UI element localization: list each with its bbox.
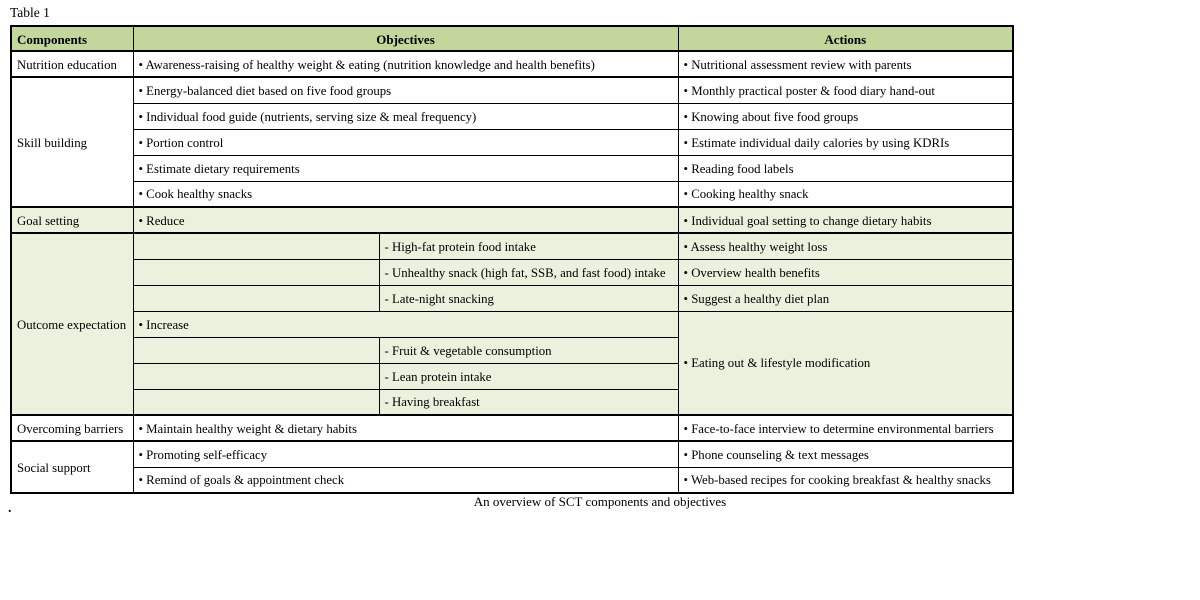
sct-components-table [10, 25, 1014, 494]
cell-objective-empty [133, 285, 379, 311]
table-caption: An overview of SCT components and objectives [473, 494, 727, 509]
row-outcome-reduce-2 [11, 259, 1013, 285]
row-outcome-reduce-1 [11, 233, 1013, 259]
row-nutrition-education [11, 51, 1013, 77]
cell-objective-sub: - Lean protein intake [379, 363, 678, 389]
cell-component: Nutrition education [11, 51, 133, 77]
cell-objective: • Promoting self-efficacy [133, 441, 678, 467]
cell-action: • Suggest a healthy diet plan [678, 285, 1013, 311]
cell-component: Social support [11, 441, 133, 493]
cell-action: • Cooking healthy snack [678, 181, 1013, 207]
row-social-support-1 [11, 441, 1013, 467]
cell-action: • Nutritional assessment review with parents [678, 51, 1013, 77]
cell-action: • Assess healthy weight loss [678, 233, 1013, 259]
cell-objective-sub: - Unhealthy snack (high fat, SSB, and fast food) intake [379, 259, 678, 285]
header-components: Components [11, 26, 133, 51]
cell-objective: • Individual food guide (nutrients, serving size & meal frequency) [133, 103, 678, 129]
header-actions: Actions [678, 26, 1013, 51]
row-skill-building-3 [11, 129, 1013, 155]
cell-action: • Phone counseling & text messages [678, 441, 1013, 467]
cell-action: • Individual goal setting to change dietary habits [678, 207, 1013, 233]
cell-action: • Overview health benefits [678, 259, 1013, 285]
cell-objective: • Maintain healthy weight & dietary habits [133, 415, 678, 441]
row-skill-building-4 [11, 155, 1013, 181]
cell-component: Overcoming barriers [11, 415, 133, 441]
cell-objective-sub: - Fruit & vegetable consumption [379, 337, 678, 363]
cell-objective: • Estimate dietary requirements [133, 155, 678, 181]
row-overcoming-barriers [11, 415, 1013, 441]
header-objectives: Objectives [133, 26, 678, 51]
row-skill-building-1 [11, 77, 1013, 103]
cell-action: • Estimate individual daily calories by using KDRIs [678, 129, 1013, 155]
row-skill-building-2 [11, 103, 1013, 129]
cell-objective-empty [133, 233, 379, 259]
cell-action: • Eating out & lifestyle modification [678, 311, 1013, 415]
cell-objective: • Reduce [133, 207, 678, 233]
cell-objective: • Cook healthy snacks [133, 181, 678, 207]
cell-objective-sub: - High-fat protein food intake [379, 233, 678, 259]
cell-action: • Monthly practical poster & food diary hand-out [678, 77, 1013, 103]
row-social-support-2 [11, 467, 1013, 493]
cell-component: Skill building [11, 77, 133, 207]
cell-objective: • Energy-balanced diet based on five food groups [133, 77, 678, 103]
table-number-label: Table 1 [10, 5, 50, 20]
header-row [11, 26, 1013, 51]
row-skill-building-5 [11, 181, 1013, 207]
row-goal-setting [11, 207, 1013, 233]
cell-objective: • Increase [133, 311, 678, 337]
cell-objective-sub: - Late-night snacking [379, 285, 678, 311]
cell-objective-empty [133, 259, 379, 285]
cell-action: • Knowing about five food groups [678, 103, 1013, 129]
cell-action: • Reading food labels [678, 155, 1013, 181]
cell-action: • Face-to-face interview to determine environmental barriers [678, 415, 1013, 441]
cell-objective: • Remind of goals & appointment check [133, 467, 678, 493]
cell-objective: • Portion control [133, 129, 678, 155]
cell-objective-empty [133, 337, 379, 363]
row-outcome-reduce-3 [11, 285, 1013, 311]
stray-period: . [8, 501, 12, 516]
cell-objective: • Awareness-raising of healthy weight & eating (nutrition knowledge and health benefits) [133, 51, 678, 77]
cell-action: • Web-based recipes for cooking breakfast & healthy snacks [678, 467, 1013, 493]
cell-objective-sub: - Having breakfast [379, 389, 678, 415]
cell-component: Outcome expectation [11, 233, 133, 415]
row-outcome-increase [11, 311, 1013, 337]
cell-objective-empty [133, 363, 379, 389]
cell-objective-empty [133, 389, 379, 415]
cell-component: Goal setting [11, 207, 133, 233]
